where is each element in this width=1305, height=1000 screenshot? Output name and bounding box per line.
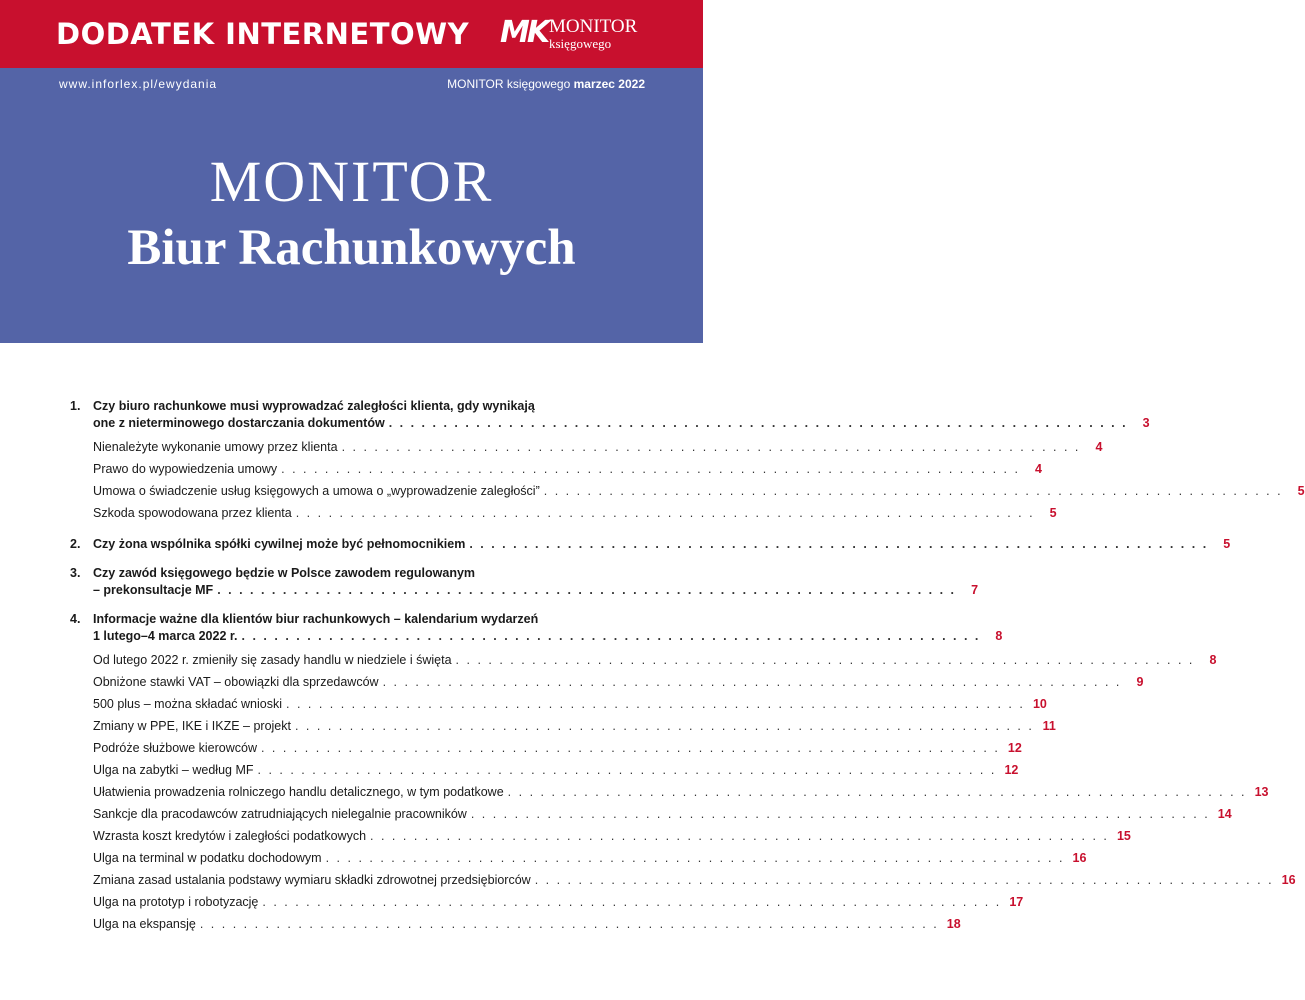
toc-subentry[interactable]	[93, 803, 1232, 825]
toc-subentry[interactable]	[93, 436, 1103, 458]
dot-leader: . . . . . . . . . . . . . . . . . . . . . . . . . . . . . . . . . . . . . . . . . . . . . . . . . . . . . . . . . . . . . . . . . . . .	[534, 873, 1274, 887]
section-number: 3.	[70, 566, 81, 580]
page-number: 12	[1004, 763, 1019, 777]
section-title-line: – prekonsultacje MF	[93, 583, 214, 597]
subsection-title: Od lutego 2022 r. zmieniły się zasady handlu w niedziele i święta	[93, 653, 452, 667]
subsection-title: Zmiana zasad ustalania podstawy wymiaru składki zdrowotnej przedsiębiorców	[93, 873, 531, 887]
section-title-line: Czy żona wspólnika spółki cywilnej może być pełnomocnikiem	[93, 537, 466, 551]
toc-subentry[interactable]	[93, 737, 1022, 759]
toc-subentry[interactable]	[93, 480, 1305, 502]
section-title-line: 1 lutego–4 marca 2022 r.	[93, 629, 238, 643]
section-title-line: Informacje ważne dla klientów biur rachunkowych – kalendarium wydarzeń	[93, 612, 539, 626]
magazine-title-line1: MONITOR	[209, 149, 494, 214]
subsection-title: Ułatwienia prowadzenia rolniczego handlu detalicznego, w tym podatkowe	[93, 785, 504, 799]
toc-subentry[interactable]	[93, 847, 1087, 869]
toc-subentry[interactable]	[93, 458, 1042, 480]
monitor-ksiegowego-logo	[500, 14, 650, 56]
dot-leader: . . . . . . . . . . . . . . . . . . . . . . . . . . . . . . . . . . . . . . . . . . . . . . . . . . . . . . . . . . . . . . . . . . . .	[260, 741, 1000, 755]
page-number: 4	[1035, 462, 1042, 476]
section-heading-row	[70, 398, 640, 415]
toc-section[interactable]	[70, 565, 979, 599]
dot-leader: . . . . . . . . . . . . . . . . . . . . . . . . . . . . . . . . . . . . . . . . . . . . . . . . . . . . . . . . . . . . . . . . . . . .	[257, 763, 997, 777]
page-number: 3	[1142, 416, 1150, 430]
page-number: 16	[1072, 851, 1087, 865]
toc-subentry[interactable]	[93, 913, 961, 935]
dot-leader: . . . . . . . . . . . . . . . . . . . . . . . . . . . . . . . . . . . . . . . . . . . . . . . . . . . . . . . . . . . . . . . . . . . .	[281, 462, 1020, 476]
toc-subentry[interactable]	[93, 891, 1024, 913]
page-number: 13	[1254, 785, 1269, 799]
dot-leader: . . . . . . . . . . . . . . . . . . . . . . . . . . . . . . . . . . . . . . . . . . . . . . . . . . . . . . . . . . . . . . . . . . . .	[341, 440, 1081, 454]
page-number: 5	[1297, 484, 1305, 498]
subsection-title: Umowa o świadczenie usług księgowych a umowa o „wyprowadzenie zaległości”	[93, 484, 540, 498]
section-title-line: one z nieterminowego dostarczania dokumentów	[93, 416, 385, 430]
page-number: 8	[1209, 653, 1217, 667]
toc-subentry[interactable]	[93, 869, 1296, 891]
section-heading	[70, 565, 979, 599]
section-heading	[70, 611, 1003, 645]
section-number: 4.	[70, 612, 81, 626]
magazine-title-line2: Biur Rachunkowych	[127, 220, 576, 276]
logo-name: MONITOR	[549, 16, 638, 37]
page-number: 8	[995, 629, 1003, 643]
dot-leader: . . . . . . . . . . . . . . . . . . . . . . . . . . . . . . . . . . . . . . . . . . . . . . . . . . . . . . . . . . . . . . . . . . . .	[325, 851, 1065, 865]
dot-leader: . . . . . . . . . . . . . . . . . . . . . . . . . . . . . . . . . . . . . . . . . . . . . . . . . . . . . . . . . . . . . . . . . . . .	[217, 583, 957, 597]
dot-leader: . . . . . . . . . . . . . . . . . . . . . . . . . . . . . . . . . . . . . . . . . . . . . . . . . . . . . . . . . . . . . . . . . . . .	[470, 807, 1210, 821]
toc-section[interactable]	[70, 536, 1231, 553]
dot-leader: . . . . . . . . . . . . . . . . . . . . . . . . . . . . . . . . . . . . . . . . . . . . . . . . . . . . . . . . . . . . . . . . . . . .	[388, 416, 1128, 430]
subsection-list	[70, 649, 1296, 935]
subsection-title: Ulga na ekspansję	[93, 917, 196, 931]
mk-logo-icon: MK	[500, 15, 548, 50]
dot-leader: . . . . . . . . . . . . . . . . . . . . . . . . . . . . . . . . . . . . . . . . . . . . . . . . . . . . . . . . . . . . . . . . . . . .	[469, 537, 1209, 551]
issue-publication: MONITOR księgowego	[447, 77, 571, 91]
page-number: 10	[1032, 697, 1047, 711]
subsection-list	[70, 436, 1305, 524]
toc-subentry[interactable]	[93, 649, 1217, 671]
subsection-title: Podróże służbowe kierowców	[93, 741, 257, 755]
section-heading-row	[70, 565, 640, 582]
toc-subentry[interactable]	[93, 759, 1019, 781]
subsection-title: Nienależyte wykonanie umowy przez klienta	[93, 440, 338, 454]
section-number: 2.	[70, 537, 81, 551]
page-number: 9	[1136, 675, 1144, 689]
toc-entry-line	[70, 582, 979, 599]
dot-leader: . . . . . . . . . . . . . . . . . . . . . . . . . . . . . . . . . . . . . . . . . . . . . . . . . . . . . . . . . . . . . . . . . . . .	[262, 895, 1002, 909]
page-number: 5	[1049, 506, 1057, 520]
dot-leader: . . . . . . . . . . . . . . . . . . . . . . . . . . . . . . . . . . . . . . . . . . . . . . . . . . . . . . . . . . . . . . . . . . . .	[294, 719, 1034, 733]
dot-leader: . . . . . . . . . . . . . . . . . . . . . . . . . . . . . . . . . . . . . . . . . . . . . . . . . . . . . . . . . . . . . . . . . . . .	[543, 484, 1283, 498]
dot-leader: . . . . . . . . . . . . . . . . . . . . . . . . . . . . . . . . . . . . . . . . . . . . . . . . . . . . . . . . . . . . . . . . . . . .	[507, 785, 1247, 799]
issue-date: marzec 2022	[573, 77, 645, 91]
toc-subentry[interactable]	[93, 671, 1144, 693]
dot-leader: . . . . . . . . . . . . . . . . . . . . . . . . . . . . . . . . . . . . . . . . . . . . . . . . . . . . . . . . . . . . . . . . . . . .	[382, 675, 1122, 689]
section-title-line: Czy zawód księgowego będzie w Polsce zawodem regulowanym	[93, 566, 476, 580]
subsection-title: Sankcje dla pracodawców zatrudniających nielegalnie pracowników	[93, 807, 467, 821]
page-number: 11	[1042, 719, 1056, 733]
subsection-title: Ulga na zabytki – według MF	[93, 763, 254, 777]
table-of-contents	[70, 398, 1305, 947]
toc-subentry[interactable]	[93, 715, 1056, 737]
dot-leader: . . . . . . . . . . . . . . . . . . . . . . . . . . . . . . . . . . . . . . . . . . . . . . . . . . . . . . . . . . . . . . . . . . . .	[455, 653, 1195, 667]
section-heading	[70, 398, 1150, 432]
toc-entry-line	[93, 536, 1230, 553]
title-banner	[0, 68, 703, 343]
page-number: 17	[1009, 895, 1024, 909]
section-heading-row	[70, 611, 640, 628]
page-number: 12	[1007, 741, 1022, 755]
website-link[interactable]: www.inforlex.pl/ewydania	[59, 77, 218, 91]
subsection-title: Wzrasta koszt kredytów i zaległości podatkowych	[93, 829, 367, 843]
toc-entry-line	[70, 415, 1150, 432]
subsection-title: Ulga na prototyp i robotyzację	[93, 895, 259, 909]
toc-entry-line	[70, 628, 1003, 645]
dot-leader: . . . . . . . . . . . . . . . . . . . . . . . . . . . . . . . . . . . . . . . . . . . . . . . . . . . . . . . . . . . . . . . . . . . .	[199, 917, 939, 931]
subsection-title: Prawo do wypowiedzenia umowy	[93, 462, 278, 476]
page-number: 14	[1217, 807, 1232, 821]
toc-subentry[interactable]	[93, 825, 1131, 847]
subsection-title: Szkoda spowodowana przez klienta	[93, 506, 292, 520]
page-number: 16	[1281, 873, 1296, 887]
dot-leader: . . . . . . . . . . . . . . . . . . . . . . . . . . . . . . . . . . . . . . . . . . . . . . . . . . . . . . . . . . . . . . . . . . . .	[286, 697, 1025, 711]
section-title-line: Czy biuro rachunkowe musi wyprowadzać zaległości klienta, gdy wynikają	[93, 399, 535, 413]
toc-section[interactable]	[70, 398, 1305, 524]
section-heading-row	[70, 536, 1231, 553]
dot-leader: . . . . . . . . . . . . . . . . . . . . . . . . . . . . . . . . . . . . . . . . . . . . . . . . . . . . . . . . . . . . . . . . . . . .	[241, 629, 981, 643]
logo-subtitle: księgowego	[549, 36, 612, 51]
dot-leader: . . . . . . . . . . . . . . . . . . . . . . . . . . . . . . . . . . . . . . . . . . . . . . . . . . . . . . . . . . . . . . . . . . . .	[370, 829, 1109, 843]
toc-subentry[interactable]	[93, 781, 1269, 803]
page-number: 18	[946, 917, 961, 931]
page-number: 5	[1223, 537, 1231, 551]
subsection-title: Ulga na terminal w podatku dochodowym	[93, 851, 322, 865]
section-number: 1.	[70, 399, 81, 413]
subsection-title: 500 plus – można składać wnioski	[93, 697, 282, 711]
page-number: 4	[1095, 440, 1103, 454]
top-red-bar	[0, 0, 703, 68]
subsection-title: Zmiany w PPE, IKE i IKZE – projekt	[93, 719, 291, 733]
toc-subentry[interactable]	[93, 693, 1047, 715]
toc-subentry[interactable]	[93, 502, 1057, 524]
toc-section[interactable]	[70, 611, 1296, 935]
supplement-title: DODATEK INTERNETOWY	[56, 17, 470, 51]
subsection-title: Obniżone stawki VAT – obowiązki dla sprzedawców	[93, 675, 379, 689]
section-heading	[70, 536, 1231, 553]
page-number: 7	[971, 583, 979, 597]
page-number: 15	[1116, 829, 1131, 843]
dot-leader: . . . . . . . . . . . . . . . . . . . . . . . . . . . . . . . . . . . . . . . . . . . . . . . . . . . . . . . . . . . . . . . . . . . .	[295, 506, 1035, 520]
issue-info	[447, 76, 645, 92]
